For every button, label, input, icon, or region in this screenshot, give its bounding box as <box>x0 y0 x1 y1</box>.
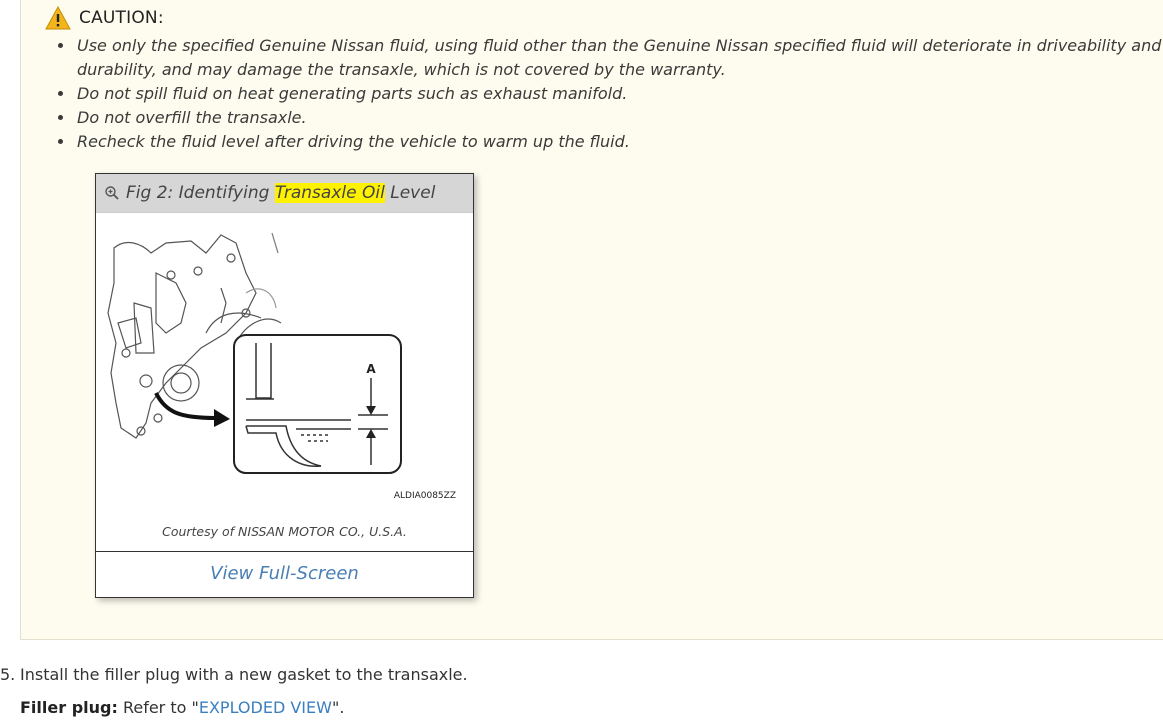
spec-after: ". <box>331 698 345 717</box>
procedure-step <box>0 665 468 684</box>
caution-item: • Do not overfill the transaxle. <box>75 106 1163 130</box>
step-text: Install the filler plug with a new gasket to the transaxle. <box>20 665 468 684</box>
caution-title: CAUTION: <box>79 8 164 28</box>
figure-code: ALDIA0085ZZ <box>393 491 456 501</box>
warning-icon <box>45 6 71 30</box>
zoom-in-icon[interactable] <box>104 185 120 201</box>
caution-box <box>20 0 1163 640</box>
figure-title <box>126 183 435 203</box>
figure-title-suffix: Level <box>384 183 436 203</box>
view-fullscreen-link[interactable]: View Full-Screen <box>210 563 359 584</box>
figure-header[interactable] <box>96 174 473 213</box>
spec-text: Refer to " <box>117 698 199 717</box>
figure-title-highlight: Transaxle Oil <box>274 183 385 203</box>
filler-plug-spec <box>20 698 344 717</box>
figure-divider <box>96 551 473 552</box>
transaxle-diagram <box>96 213 473 513</box>
caution-item: • Recheck the fluid level after driving the vehicle to warm up the fluid. <box>75 130 1163 154</box>
figure-courtesy: Courtesy of NISSAN MOTOR CO., U.S.A. <box>162 524 407 539</box>
spec-label: Filler plug: <box>20 698 118 717</box>
figure-card <box>95 173 474 598</box>
caution-item: • Do not spill fluid on heat generating parts such as exhaust manifold. <box>75 82 1163 106</box>
step-number: 5. <box>0 665 16 684</box>
dimension-label-a: A <box>366 362 376 376</box>
figure-title-prefix: Fig 2: Identifying <box>126 183 275 203</box>
caution-header <box>45 6 164 30</box>
caution-list <box>55 34 1163 154</box>
caution-item: • Use only the specified Genuine Nissan fluid, using fluid other than the Genuine Nissan specified fluid will deteriorate in driveability and durability, and may damage the transaxle, which is not covered by the warranty. <box>75 34 1163 82</box>
exploded-view-link[interactable]: EXPLODED VIEW <box>198 698 332 717</box>
